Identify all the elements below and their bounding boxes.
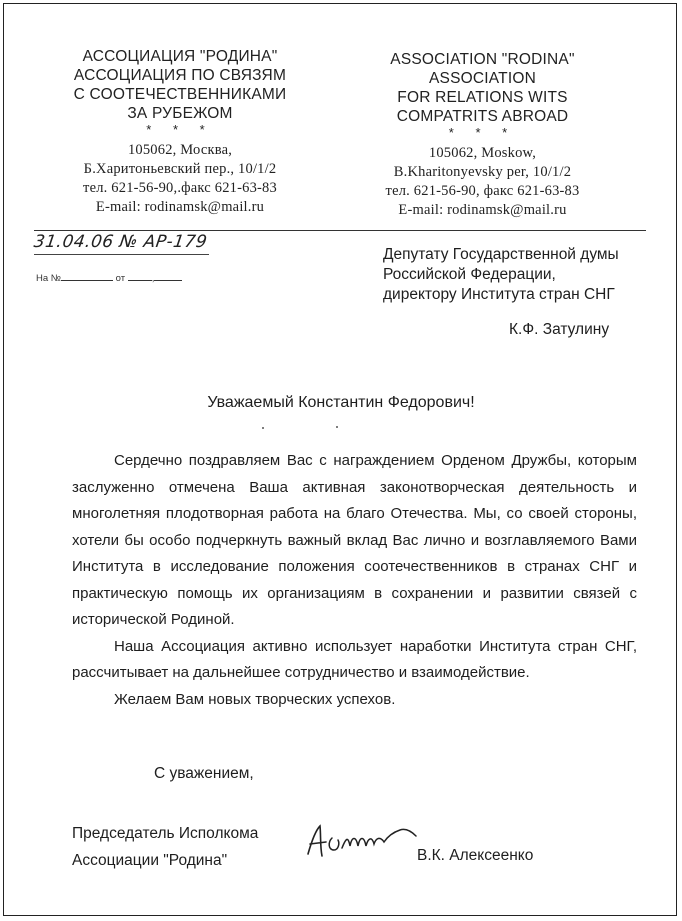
letterhead-en-address: B.Kharitonyevsky per, 10/1/2 — [393, 164, 572, 180]
signer-title — [72, 820, 258, 874]
letter-greeting: Уважаемый Константин Федорович! — [207, 394, 475, 411]
body-paragraph: Желаем Вам новых творческих успехов. — [114, 690, 396, 708]
scan-speck — [262, 427, 264, 429]
letterhead-en-line: FOR RELATIONS WITS — [397, 89, 568, 106]
letter-closing: С уважением, — [154, 765, 254, 782]
body-paragraph: Наша Ассоциация активно использует наработки Института стран СНГ, рассчитывает на дальнейшее сотрудничество и взаимодействие. — [72, 637, 637, 681]
body-paragraph: Сердечно поздравляем Вас с награждением Орденом Дружбы, которым заслуженно отмечена Ваша активная законотворческая деятельность и многолетняя плодотворная работа на благо Отечества. Мы, со своей стороны, хотели бы особо подчеркнуть важный вклад Вас лично и возглавляемого Вами Института в исследование положения соотечественников в странах СНГ и практическую помощь их организациям в сохранении и развитии связей с исторической Родиной. — [72, 452, 637, 628]
letterhead-stars: * * * — [448, 125, 517, 140]
ot-label: от — [115, 273, 126, 284]
letterhead-en-phone: тел. 621-56-90, факс 621-63-83 — [385, 183, 580, 199]
ot-year-blank — [154, 280, 182, 281]
recipient-line: директору Института стран СНГ — [383, 286, 615, 303]
reference-underline — [34, 254, 209, 255]
letterhead-en-email: E-mail: rodinamsk@mail.ru — [398, 202, 567, 218]
letterhead-ru-line: ЗА РУБЕЖОМ — [127, 105, 233, 122]
recipient-line: Российской Федерации, — [383, 266, 556, 283]
letterhead-ru-email: E-mail: rodinamsk@mail.ru — [95, 199, 265, 215]
handwritten-reference-number: 31.04.06 № АР-179 — [32, 232, 209, 252]
recipient-name: К.Ф. Затулину — [509, 321, 610, 338]
letterhead-ru-line: АССОЦИАЦИЯ ПО СВЯЗЯМ — [73, 67, 287, 84]
ot-blank — [128, 280, 152, 281]
recipient-block — [383, 245, 619, 305]
letterhead-russian — [30, 47, 330, 217]
letterhead-ru-address: 105062, Москва, — [127, 142, 233, 158]
letterhead-en-line: ASSOCIATION — [429, 70, 536, 87]
letterhead-ru-line: С СООТЕЧЕСТВЕННИКАМИ — [73, 86, 287, 103]
signer-name: В.К. Алексеенко — [417, 847, 534, 864]
scan-speck — [336, 426, 338, 428]
letterhead-ru-address: Б.Харитоньевский пер., 10/1/2 — [83, 161, 277, 177]
recipient-line: Депутату Государственной думы — [383, 246, 619, 263]
signer-title-line: Председатель Исполкома — [72, 825, 259, 842]
letterhead-en-line: COMPATRITS ABROAD — [396, 108, 569, 125]
letterhead-english — [345, 50, 620, 220]
letterhead-en-line: ASSOCIATION "RODINA" — [390, 51, 575, 68]
letterhead-stars: * * * — [146, 122, 214, 137]
letterhead-ru-phone: тел. 621-56-90,.факс 621-63-83 — [83, 180, 277, 196]
handwritten-signature — [302, 818, 420, 864]
na-blank — [61, 280, 113, 281]
header-divider — [34, 230, 646, 231]
reply-reference-line: На № от , — [36, 273, 182, 284]
signer-title-line: Ассоциации "Родина" — [72, 852, 228, 869]
letterhead-ru-line: АССОЦИАЦИЯ "РОДИНА" — [82, 48, 278, 65]
na-label: На № — [36, 273, 61, 284]
letter-body — [72, 448, 637, 713]
letterhead-en-address: 105062, Moskow, — [428, 145, 537, 161]
